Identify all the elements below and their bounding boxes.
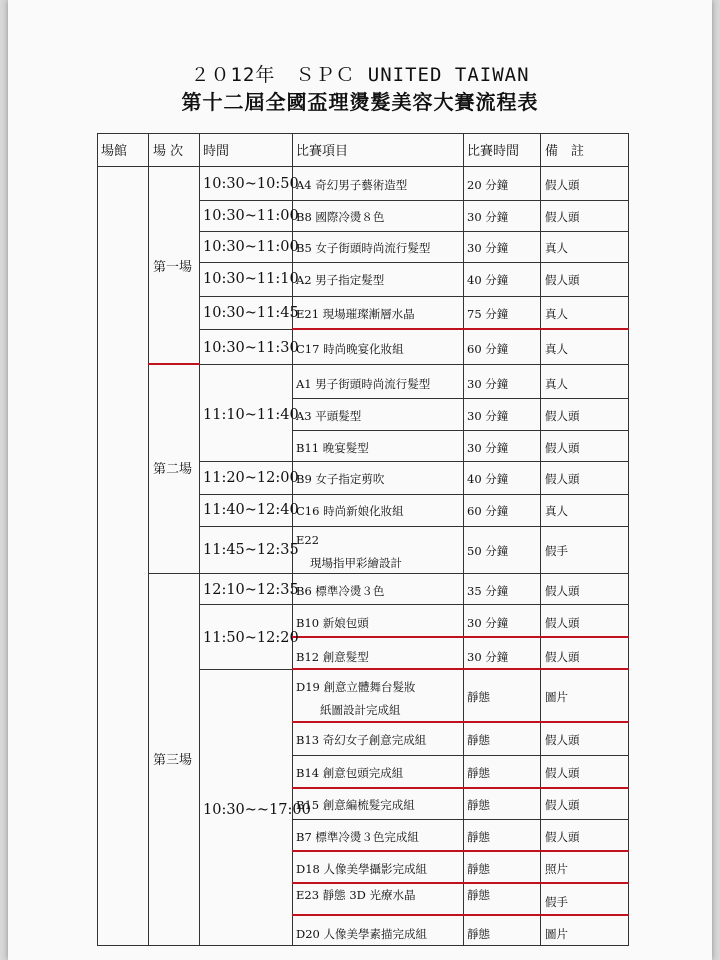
time-cell: 11:20~12:00	[203, 470, 299, 486]
time-cell: 10:30~~17:00	[203, 802, 311, 818]
time-cell: 10:30~11:10	[203, 271, 299, 287]
note-cell: 假人頭	[545, 441, 580, 455]
note-cell: 假手	[545, 895, 568, 909]
header-note: 備 註	[545, 144, 585, 159]
event-cell: B6 標準冷燙３色	[296, 584, 385, 598]
note-cell: 真人	[545, 377, 568, 391]
duration-cell: 靜態	[467, 862, 490, 876]
note-cell: 真人	[545, 504, 568, 518]
event-cell: D18 人像美學攝影完成組	[296, 862, 428, 876]
duration-cell: 30 分鐘	[467, 409, 509, 423]
session-2-label: 第二場	[153, 462, 193, 477]
session-3-label: 第三場	[153, 753, 193, 768]
header-duration: 比賽時間	[467, 144, 520, 159]
duration-cell: 60 分鐘	[467, 504, 509, 518]
duration-cell: 50 分鐘	[467, 544, 509, 558]
event-cell: E21 現場璀璨漸層水晶	[296, 307, 415, 321]
time-cell: 11:10~11:40	[203, 407, 299, 423]
header-session: 場 次	[153, 144, 184, 159]
event-cell: B14 創意包頭完成組	[296, 766, 404, 780]
event-cell: B7 標準冷燙３色完成組	[296, 830, 419, 844]
note-cell: 假人頭	[545, 409, 580, 423]
duration-cell: 30 分鐘	[467, 650, 509, 664]
note-cell: 圖片	[545, 927, 568, 941]
duration-cell: 20 分鐘	[467, 178, 509, 192]
event-cell: B15 創意編梳髮完成組	[296, 798, 415, 812]
event-cell: B12 創意髮型	[296, 650, 369, 664]
duration-cell: 35 分鐘	[467, 584, 509, 598]
time-cell: 11:45~12:35	[203, 542, 299, 558]
event-cell: A3 平頭髮型	[296, 409, 362, 423]
event-cell: A1 男子街頭時尚流行髮型	[296, 377, 431, 391]
time-cell: 10:30~11:00	[203, 239, 299, 255]
note-cell: 假人頭	[545, 210, 580, 224]
note-cell: 假人頭	[545, 798, 580, 812]
session-1-label: 第一場	[153, 260, 193, 275]
note-cell: 假人頭	[545, 178, 580, 192]
duration-cell: 40 分鐘	[467, 472, 509, 486]
header-event: 比賽項目	[296, 144, 349, 159]
duration-cell: 40 分鐘	[467, 273, 509, 287]
time-cell: 11:50~12:20	[203, 630, 299, 646]
event-cell: B13 奇幻女子創意完成組	[296, 733, 427, 747]
duration-cell: 靜態	[467, 766, 490, 780]
note-cell: 照片	[545, 862, 568, 876]
event-cell: B5 女子街頭時尚流行髮型	[296, 241, 431, 255]
duration-cell: 30 分鐘	[467, 241, 509, 255]
time-cell: 10:30~11:45	[203, 305, 299, 321]
note-cell: 圖片	[545, 690, 568, 704]
header-venue: 場館	[101, 144, 128, 159]
note-cell: 假人頭	[545, 472, 580, 486]
note-cell: 真人	[545, 307, 568, 321]
event-cell: B11 晚宴髮型	[296, 441, 369, 455]
event-cell: D20 人像美學素描完成組	[296, 927, 428, 941]
event-cell: A2 男子指定髮型	[296, 273, 385, 287]
note-cell: 假人頭	[545, 650, 580, 664]
note-cell: 假人頭	[545, 273, 580, 287]
document-title: ２０12年 ＳＰＣ UNITED TAIWAN	[190, 64, 530, 86]
time-cell: 11:40~12:40	[203, 502, 299, 518]
event-cell: D19 創意立體舞台髮妝	[296, 680, 416, 694]
event-cell: C16 時尚新娘化妝組	[296, 504, 404, 518]
event-cell: A4 奇幻男子藝術造型	[296, 178, 408, 192]
time-cell: 10:30~11:30	[203, 340, 299, 356]
note-cell: 假人頭	[545, 584, 580, 598]
duration-cell: 靜態	[467, 927, 490, 941]
time-cell: 12:10~12:35	[203, 582, 299, 598]
note-cell: 真人	[545, 241, 568, 255]
duration-cell: 靜態	[467, 888, 490, 902]
duration-cell: 75 分鐘	[467, 307, 509, 321]
time-cell: 10:30~11:00	[203, 208, 299, 224]
note-cell: 假人頭	[545, 830, 580, 844]
duration-cell: 30 分鐘	[467, 441, 509, 455]
event-cell-line2: 現場指甲彩繪設計	[310, 556, 402, 570]
duration-cell: 60 分鐘	[467, 342, 509, 356]
note-cell: 真人	[545, 342, 568, 356]
event-cell: E22	[296, 533, 320, 547]
event-cell-line2: 紙圖設計完成組	[320, 703, 401, 717]
event-cell: C17 時尚晚宴化妝組	[296, 342, 404, 356]
duration-cell: 靜態	[467, 733, 490, 747]
event-cell: B9 女子指定剪吹	[296, 472, 385, 486]
note-cell: 假人頭	[545, 616, 580, 630]
duration-cell: 30 分鐘	[467, 210, 509, 224]
duration-cell: 靜態	[467, 690, 490, 704]
event-cell: B8 國際冷燙８色	[296, 210, 385, 224]
event-cell: E23 靜態 3D 光療水晶	[296, 888, 416, 902]
event-cell: B10 新娘包頭	[296, 616, 369, 630]
duration-cell: 30 分鐘	[467, 616, 509, 630]
note-cell: 假人頭	[545, 766, 580, 780]
note-cell: 假人頭	[545, 733, 580, 747]
document-subtitle: 第十二屆全國盃理燙髮美容大賽流程表	[181, 90, 539, 114]
time-cell: 10:30~10:50	[203, 176, 299, 192]
duration-cell: 靜態	[467, 798, 490, 812]
header-time: 時間	[203, 144, 230, 159]
duration-cell: 30 分鐘	[467, 377, 509, 391]
duration-cell: 靜態	[467, 830, 490, 844]
note-cell: 假手	[545, 544, 568, 558]
